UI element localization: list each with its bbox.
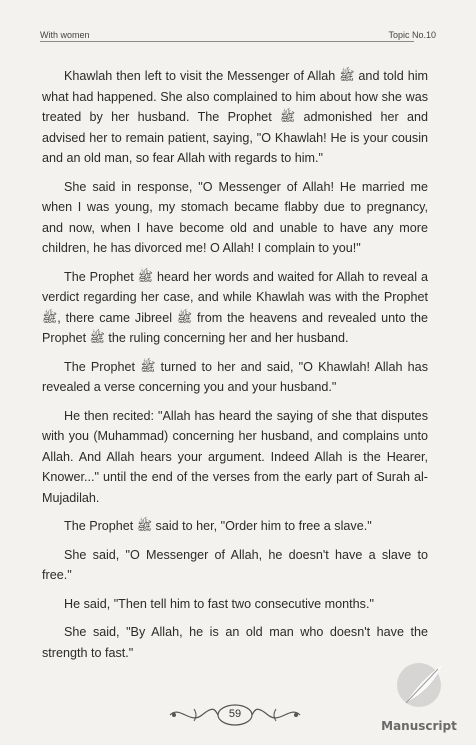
paragraph: She said, "By Allah, he is an old man who doesn't have the strength to fast." [42, 625, 428, 660]
paragraph: She said, "O Messenger of Allah, he doesn't have a slave to free." [42, 547, 428, 582]
paragraph: The Prophet ﷺ turned to her and said, "O Khawlah! Allah has revealed a verse concerning you and your husband." [42, 359, 428, 394]
page-body [42, 66, 428, 671]
manuscript-watermark [376, 657, 462, 733]
header-rule [40, 41, 414, 42]
running-header [40, 24, 436, 40]
paragraph: She said in response, "O Messenger of Allah! He married me when I was young, my stomach became flabby due to pregnancy, and now, when I have become old and unable to have any more children, he has divorced me! O Allah! I complain to you!" [42, 179, 428, 255]
header-chapter-title: With women [40, 30, 90, 40]
paragraph: The Prophet ﷺ said to her, "Order him to free a slave." [64, 519, 372, 533]
page-number: 59 [228, 708, 242, 720]
watermark-label: Manuscript [381, 719, 457, 733]
paragraph: The Prophet ﷺ heard her words and waited for Allah to reveal a verdict regarding her case, and while Khawlah was with the Prophet ﷺ, there came Jibreel ﷺ from the heavens and revealed unto the Prophet ﷺ the ruling concerning her and her husband. [42, 269, 428, 345]
page-number-ornament [160, 700, 310, 730]
paragraph: He then recited: "Allah has heard the saying of she that disputes with you (Muhammad) concerning her husband, and complains unto Allah. And Allah hears your argument. Indeed Allah is the Hearer, Knower..." until the end of the verses from the early part of Surah al-Mujadilah. [42, 408, 428, 505]
header-topic-number: Topic No.10 [388, 30, 436, 40]
paragraph: He said, "Then tell him to fast two consecutive months." [64, 596, 374, 611]
paragraph: Khawlah then left to visit the Messenger of Allah ﷺ and told him what had happened. She also complained to him about how she was treated by her husband. The Prophet ﷺ admonished her and advised her to remain patient, saying, "O Khawlah! He is your cousin and an old man, so fear Allah with regards to him." [42, 69, 429, 165]
feather-quill-icon [376, 657, 462, 717]
